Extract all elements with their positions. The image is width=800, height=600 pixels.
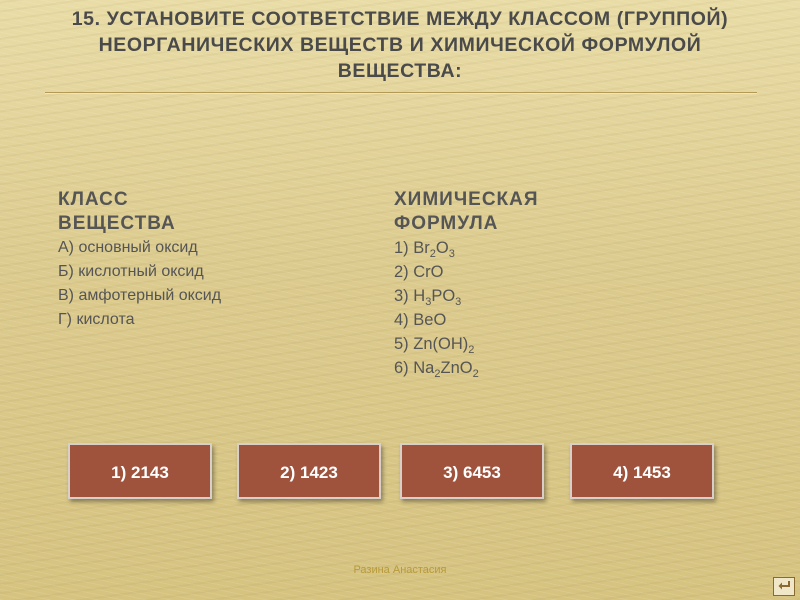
formula-text: Na [413,359,435,377]
formula-subscript: 2 [429,248,436,260]
answer-button-4[interactable]: 4) 1453 [570,443,714,499]
author-credit: Разина Анастасия [353,564,447,576]
slide-title: 15. УСТАНОВИТЕ СООТВЕТСТВИЕ МЕЖДУ КЛАССОМ (ГРУППОЙ) НЕОРГАНИЧЕСКИХ ВЕЩЕСТВ И ХИМИЧЕСКОЙ ФОРМУЛОЙ ВЕЩЕСТВА: [71,8,729,82]
formula-item-5 [394,332,694,356]
formula-number: 6) [394,359,414,377]
class-item-g: Г) кислота [58,311,135,328]
formula-item-6 [394,356,694,380]
formula-subscript: 3 [448,248,455,260]
formula-text: H [413,287,426,305]
formula-column [394,188,694,380]
answer-button-3[interactable]: 3) 6453 [400,443,544,499]
formula-subscript: 2 [472,368,479,380]
formula-item-1 [394,236,694,260]
formula-text: PO [431,287,456,305]
formula-number: 1) [394,239,414,257]
formula-number: 5) [394,335,414,353]
formula-text: BeO [413,311,447,329]
answer-options [0,443,800,501]
answer-button-1[interactable]: 1) 2143 [68,443,212,499]
formula-text: Zn(OH) [413,335,469,353]
heading-line: ФОРМУЛА [394,213,499,234]
heading-line: ВЕЩЕСТВА [58,213,176,234]
heading-line: ХИМИЧЕСКАЯ [394,189,539,210]
formula-text: Br [413,239,430,257]
class-item-v: В) амфотерный оксид [58,287,222,304]
formula-number: 4) [394,311,414,329]
column-heading-class [58,188,358,236]
class-item-a: А) основный оксид [58,239,198,256]
formula-subscript: 3 [425,296,432,308]
formula-number: 2) [394,263,414,281]
heading-line: КЛАСС [58,189,129,210]
formula-list [394,236,694,380]
formula-number: 3) [394,287,414,305]
return-button[interactable] [773,577,795,596]
answer-button-2[interactable]: 2) 1423 [237,443,381,499]
formula-subscript: 2 [468,344,475,356]
formula-text: ZnO [440,359,473,377]
formula-subscript: 3 [455,296,462,308]
substance-class-column [58,188,358,332]
title-divider [45,92,757,93]
formula-text: O [435,239,449,257]
formula-item-4 [394,308,694,332]
formula-subscript: 2 [434,368,441,380]
formula-text: CrO [413,263,444,281]
formula-item-3 [394,284,694,308]
column-heading-formula [394,188,694,236]
formula-item-2 [394,260,694,284]
class-item-b: Б) кислотный оксид [58,263,204,280]
return-arrow-icon [777,578,791,596]
